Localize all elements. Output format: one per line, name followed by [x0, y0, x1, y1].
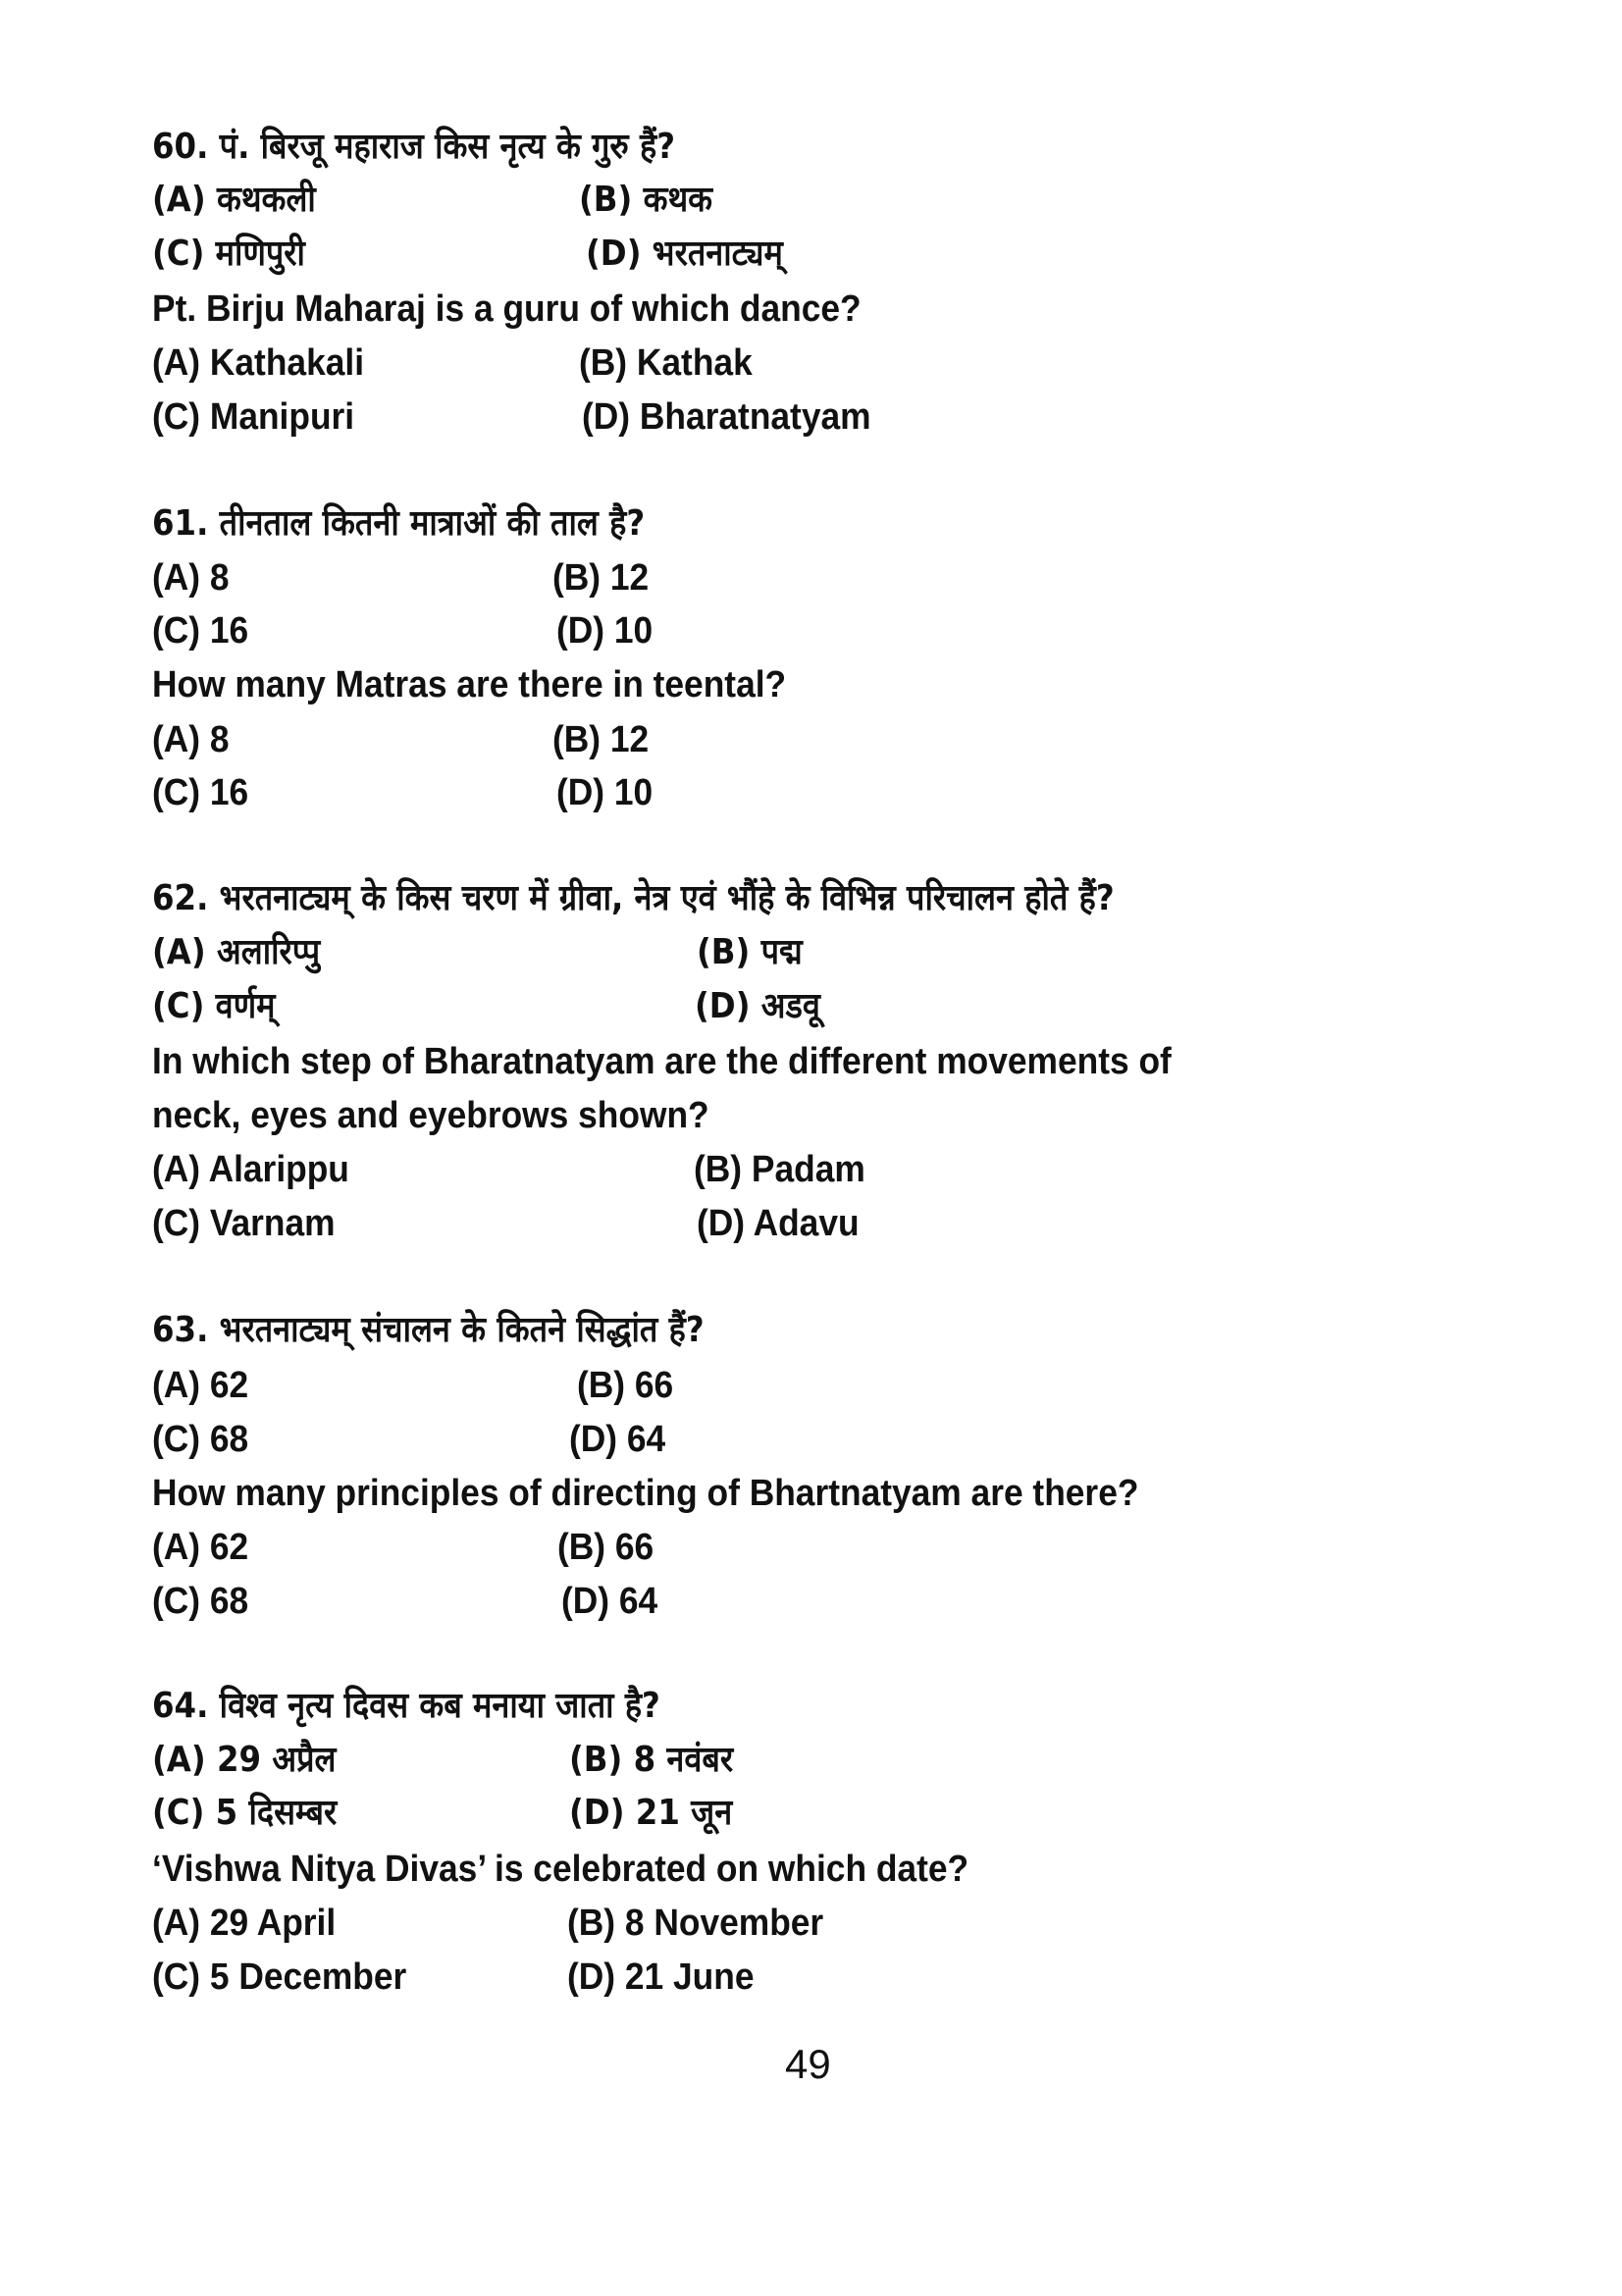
option-a-hindi: (A) 62 — [152, 1365, 249, 1406]
option-a-english: (A) 8 — [152, 719, 230, 760]
question-text-english: ‘Vishwa Nitya Divas’ is celebrated on which date? — [152, 1849, 969, 1890]
option-c-english: (C) 5 December — [152, 1957, 407, 1998]
option-c-hindi: (C) 16 — [152, 610, 249, 652]
option-a-hindi: (A) 8 — [152, 557, 230, 599]
option-d-hindi: (D) 21 जून — [569, 1793, 733, 1833]
option-a-english: (A) 62 — [152, 1527, 249, 1568]
option-b-english: (B) Kathak — [579, 342, 753, 384]
option-a-hindi: (A) अलारिप्पु — [152, 932, 321, 972]
option-a-english: (A) 29 April — [152, 1903, 337, 1944]
option-d-hindi: (D) 64 — [569, 1419, 666, 1460]
question-text-hindi: 61. तीनताल कितनी मात्राओं की ताल है? — [152, 503, 646, 544]
option-d-english: (D) Bharatnatyam — [582, 396, 871, 438]
option-d-hindi: (D) भरतनाट्यम् — [586, 234, 783, 274]
option-d-hindi: (D) अडवू — [695, 986, 820, 1026]
question-text-english-line2: neck, eyes and eyebrows shown? — [152, 1095, 709, 1136]
question-text-english: How many principles of directing of Bhartnatyam are there? — [152, 1473, 1139, 1514]
option-a-hindi: (A) 29 अप्रैल — [152, 1740, 337, 1780]
question-text-hindi: 62. भरतनाट्यम् के किस चरण में ग्रीवा, नेत्र एवं भौंहे के विभिन्न परिचालन होते हैं? — [152, 878, 1115, 918]
option-c-hindi: (C) 5 दिसम्बर — [152, 1793, 338, 1833]
page-number: 49 — [785, 2041, 831, 2087]
option-c-english: (C) Varnam — [152, 1203, 336, 1244]
option-a-english: (A) Kathakali — [152, 342, 365, 384]
option-d-english: (D) 21 June — [567, 1957, 755, 1998]
question-text-english-line1: In which step of Bharatnatyam are the different movements of — [152, 1041, 1172, 1082]
option-c-english: (C) Manipuri — [152, 396, 355, 438]
question-text-hindi: 63. भरतनाट्यम् संचालन के कितने सिद्धांत हैं? — [152, 1310, 705, 1350]
option-d-hindi: (D) 10 — [556, 610, 654, 652]
option-b-english: (B) 66 — [557, 1527, 654, 1568]
option-c-hindi: (C) वर्णम् — [152, 986, 276, 1026]
option-b-english: (B) 12 — [552, 719, 650, 760]
option-d-english: (D) 64 — [561, 1581, 658, 1622]
question-text-english: How many Matras are there in teental? — [152, 664, 787, 705]
option-b-hindi: (B) कथक — [579, 180, 713, 220]
option-c-hindi: (C) 68 — [152, 1419, 249, 1460]
option-b-english: (B) 8 November — [567, 1903, 824, 1944]
option-c-hindi: (C) मणिपुरी — [152, 234, 305, 274]
question-text-hindi: 64. विश्व नृत्य दिवस कब मनाया जाता है? — [152, 1686, 660, 1726]
question-text-english: Pt. Birju Maharaj is a guru of which dance? — [152, 288, 862, 330]
option-b-hindi: (B) पद्म — [697, 932, 803, 972]
option-a-hindi: (A) कथकली — [152, 180, 316, 220]
option-b-hindi: (B) 8 नवंबर — [569, 1740, 734, 1780]
option-c-english: (C) 68 — [152, 1581, 249, 1622]
option-b-hindi: (B) 12 — [552, 557, 650, 599]
question-text-hindi: 60. पं. बिरजू महाराज किस नृत्य के गुरु हैं? — [152, 127, 676, 167]
option-b-hindi: (B) 66 — [577, 1365, 674, 1406]
option-c-english: (C) 16 — [152, 772, 249, 813]
option-d-english: (D) Adavu — [697, 1203, 860, 1244]
option-a-english: (A) Alarippu — [152, 1149, 349, 1190]
option-b-english: (B) Padam — [694, 1149, 865, 1190]
option-d-english: (D) 10 — [556, 772, 654, 813]
